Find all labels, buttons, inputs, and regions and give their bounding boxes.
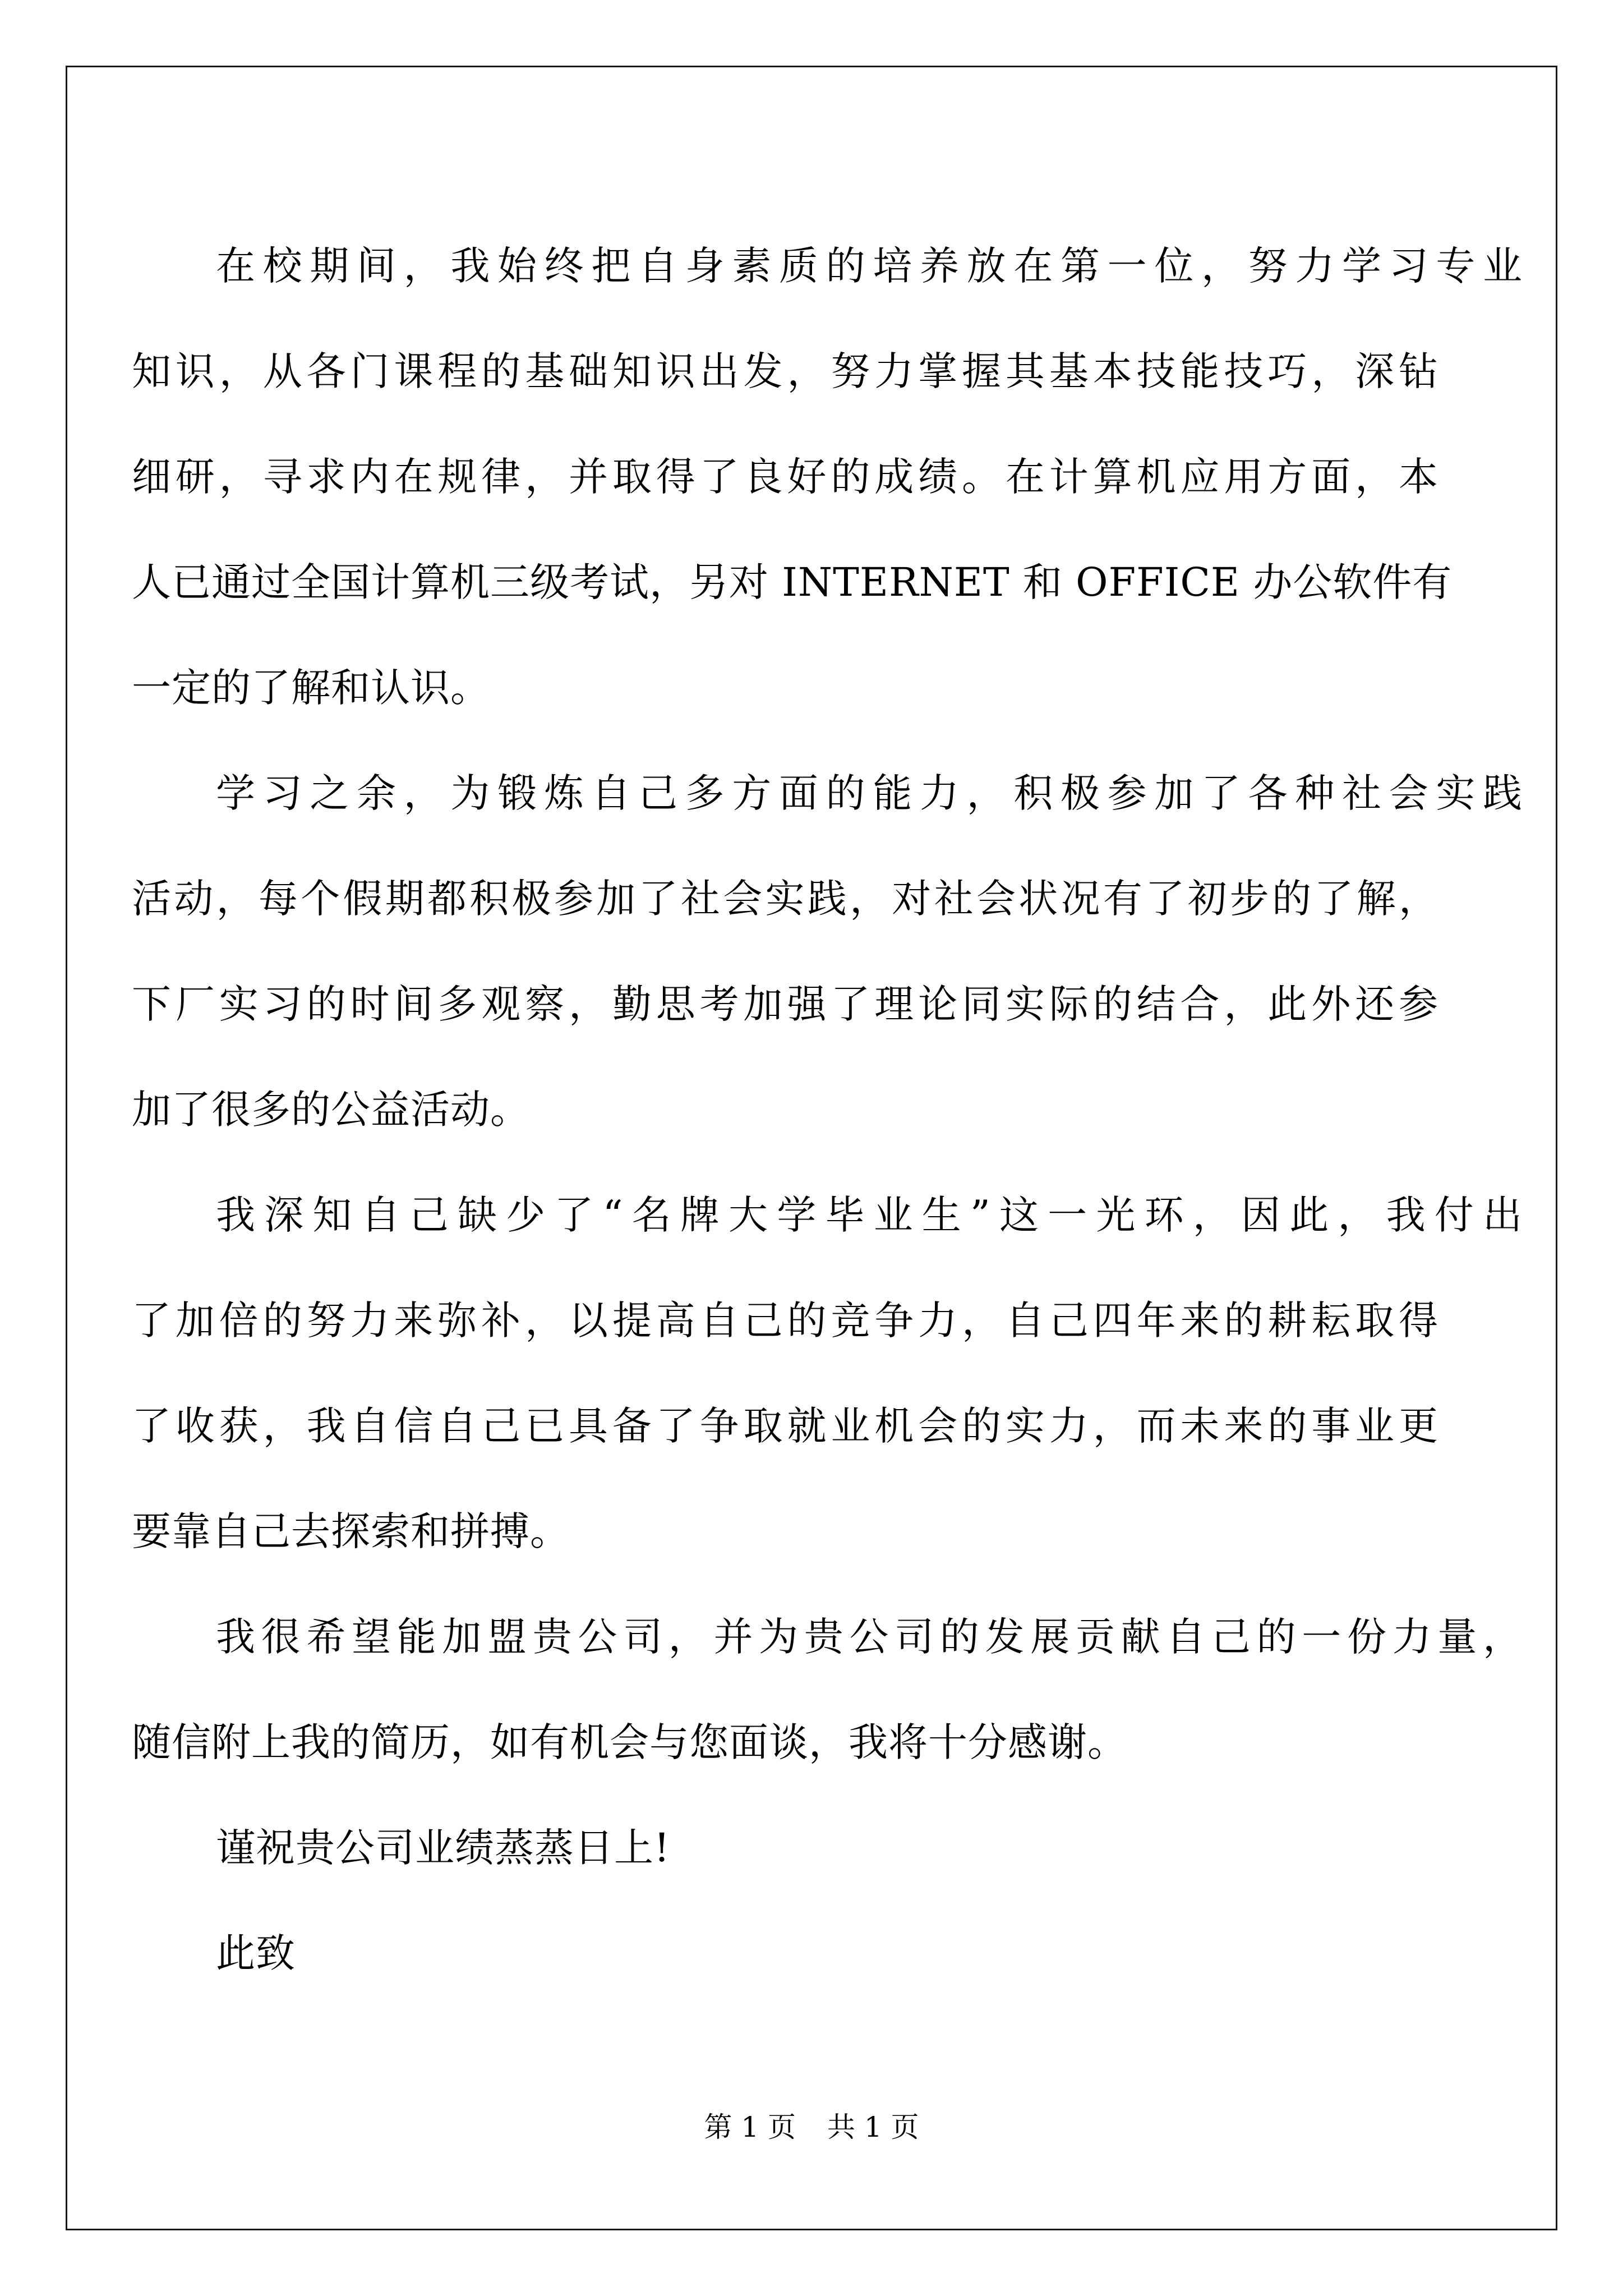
paragraph-line: 在校期间，我始终把自身素质的培养放在第一位，努力学习专业 [216, 243, 1523, 289]
document-body [132, 213, 1523, 2006]
paragraph-line: 了收获，我自信自己已具备了争取就业机会的实力，而未来的事业更 [132, 1403, 1438, 1449]
paragraph-line: 我很希望能加盟贵公司，并为贵公司的发展贡献自己的一份力量， [216, 1614, 1523, 1660]
paragraph-line: 随信附上我的简历，如有机会与您面谈，我将十分感谢。 [132, 1719, 1127, 1765]
paragraph-line: 我深知自己缺少了“名牌大学毕业生”这一光环，因此，我付出 [216, 1192, 1523, 1238]
paragraph-line: 人已通过全国计算机三级考试，另对 INTERNET 和 OFFICE 办公软件有 [132, 559, 1453, 605]
paragraph-line: 要靠自己去探索和拼搏。 [132, 1508, 570, 1554]
paragraph-line: 加了很多的公益活动。 [132, 1087, 530, 1133]
page-number: 第 1 页 [704, 2111, 796, 2143]
paragraph-line: 学习之余，为锻炼自己多方面的能力，积极参加了各种社会实践 [216, 770, 1523, 816]
paragraph-line: 细研，寻求内在规律，并取得了良好的成绩。在计算机应用方面，本 [132, 454, 1438, 500]
page-footer [0, 2110, 1623, 2144]
closing-salutation: 此致 [216, 1930, 296, 1976]
paragraph-line: 下厂实习的时间多观察，勤思考加强了理论同实际的结合，此外还参 [132, 981, 1438, 1027]
paragraph-line: 活动，每个假期都积极参加了社会实践，对社会状况有了初步的了解， [132, 876, 1438, 922]
closing-wish: 谨祝贵公司业绩蒸蒸日上! [216, 1825, 671, 1871]
page-total: 共 1 页 [827, 2111, 919, 2143]
paragraph-line: 了加倍的努力来弥补，以提高自己的竞争力，自己四年来的耕耘取得 [132, 1297, 1438, 1343]
paragraph-line: 一定的了解和认识。 [132, 665, 490, 711]
paragraph-line: 知识，从各门课程的基础知识出发，努力掌握其基本技能技巧，深钻 [132, 348, 1438, 394]
